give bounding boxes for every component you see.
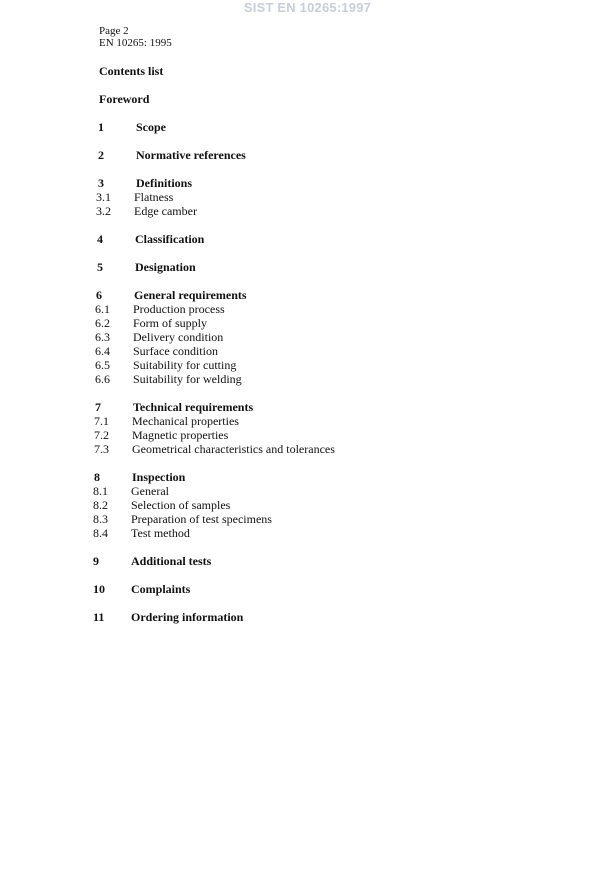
toc-title: Inspection [132,470,186,484]
toc-title: Selection of samples [131,498,231,512]
toc-number: 7.2 [94,428,109,442]
standard-reference: EN 10265: 1995 [99,37,172,49]
toc-number: 6.2 [95,316,110,330]
toc-title: Test method [131,526,190,540]
toc-number: 8.3 [93,512,108,526]
toc-title: Geometrical characteristics and tolerances [132,442,335,456]
toc-number: 6 [96,288,102,302]
toc-number: 5 [97,260,103,274]
toc-number: 9 [93,554,99,568]
toc-title: Suitability for cutting [133,358,237,372]
toc-number: 6.1 [95,302,110,316]
toc-title: Magnetic properties [132,428,229,442]
contents-title: Contents list [99,64,164,78]
toc-title: Scope [136,120,166,134]
toc-title: Mechanical properties [132,414,239,428]
toc-title: General requirements [134,288,247,302]
page-header [99,25,172,49]
toc-title: Classification [135,232,205,246]
toc-title: Production process [133,302,225,316]
toc-number: 6.5 [95,358,110,372]
toc-number: 8.1 [93,484,108,498]
toc-title: Preparation of test specimens [131,512,272,526]
toc-title: Ordering information [131,610,244,624]
toc-number: 6.4 [95,344,110,358]
toc-number: 2 [98,148,104,162]
toc-title: Complaints [131,582,191,596]
toc-number: 8.4 [93,526,108,540]
toc-number: 8 [94,470,100,484]
toc-title: Form of supply [133,316,208,330]
toc-number: 7 [95,400,101,414]
watermark: SIST EN 10265:1997 [243,0,372,15]
page-number: Page 2 [99,25,129,37]
toc-number: 7.3 [94,442,109,456]
toc-title: Surface condition [133,344,218,358]
toc-title: Flatness [134,190,174,204]
toc-number: 11 [93,610,105,624]
toc-number: 6.6 [95,372,110,386]
toc-number: 3 [98,176,104,190]
toc-title: Additional tests [131,554,212,568]
toc-title: Delivery condition [133,330,224,344]
toc-number: 1 [98,120,104,134]
toc-title: Designation [135,260,196,274]
toc-title: Technical requirements [133,400,254,414]
toc-number: 7.1 [94,414,109,428]
toc-number: 8.2 [93,498,108,512]
toc-number: 4 [97,232,103,246]
toc-title: Edge camber [134,204,197,218]
toc-number: 3.2 [96,204,111,218]
toc-foreword: Foreword [99,92,150,106]
toc-number: 3.1 [96,190,111,204]
toc-number: 10 [93,582,105,596]
toc-title: Normative references [136,148,246,162]
toc-title: Suitability for welding [133,372,242,386]
toc-title: Definitions [136,176,193,190]
toc-title: General [131,484,169,498]
toc-number: 6.3 [95,330,110,344]
